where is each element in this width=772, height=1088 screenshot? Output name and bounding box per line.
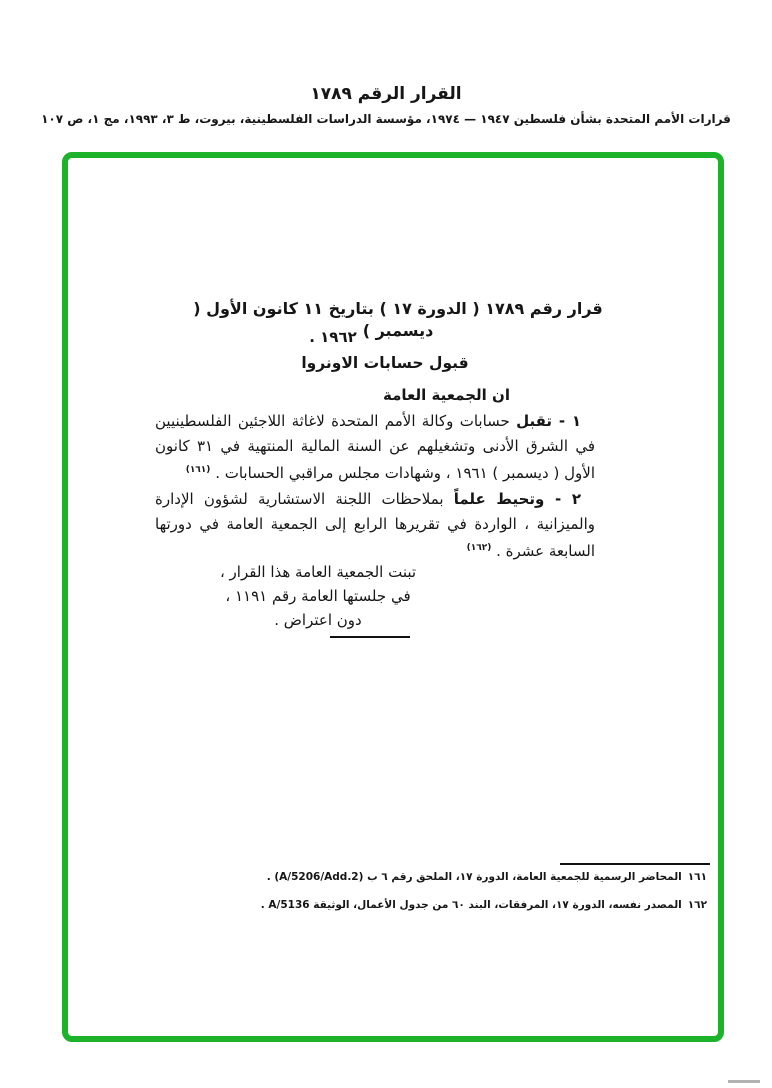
footnote-161 [147, 870, 707, 885]
separator-line [330, 636, 410, 638]
scan-artifact [728, 1080, 760, 1083]
page-title: القرار الرقم ١٧٨٩ [310, 84, 462, 104]
adoption-note-line2: في جلستها العامة رقم ١١٩١ ، [225, 587, 411, 605]
adoption-note [188, 560, 448, 632]
paragraph-1-number-and-verb: ١ - تقبل [516, 412, 581, 430]
resolution-subject: قبول حسابات الاونروا [301, 354, 469, 372]
footnote-161-text: المحاضر الرسمية للجمعية العامة، الدورة ١٧، الملحق رقم ٦ ب (A/5206/Add.2) . [266, 871, 682, 883]
footnote-rule [560, 863, 710, 865]
paragraph-2-text: بملاحظات اللجنة الاستشارية لشؤون الإدارة والميزانية ، الواردة في تقريرها الرابع إلى الجمعية العامة في دورتها السابعة عشرة . [155, 490, 595, 560]
footnote-ref-161: (١٦١) [185, 465, 211, 475]
paragraph-2 [155, 487, 595, 564]
footnote-ref-162: (١٦٢) [466, 543, 492, 553]
adoption-note-line1: تبنت الجمعية العامة هذا القرار ، [219, 563, 417, 581]
resolution-heading-line1: قرار رقم ١٧٨٩ ( الدورة ١٧ ) بتاريخ ١١ كانون الأول ( ديسمبر ) [193, 299, 603, 340]
paragraph-1-text: حسابات وكالة الأمم المتحدة لاغاثة اللاجئين الفلسطينيين في الشرق الأدنى وتشغيلهم عن السنة المالية المنتهية في ٣١ كانون الأول ( ديسمبر ) ١٩٦١ ، وشهادات مجلس مراقبي الحسابات . [155, 412, 596, 482]
adoption-note-line3: دون اعتراض . [274, 611, 362, 629]
opening-phrase: ان الجمعية العامة [383, 386, 510, 404]
footnote-162-number: ١٦٢ [687, 899, 707, 911]
footnote-162 [147, 898, 707, 913]
paragraph-1 [155, 409, 595, 486]
paragraph-2-number-and-verb: ٢ - وتحيط علماً [453, 490, 581, 508]
footnote-162-text: المصدر نفسه، الدورة ١٧، المرفقات، البند ٦٠ من جدول الأعمال، الوثيقة A/5136 . [260, 899, 682, 911]
highlight-frame [62, 152, 724, 1042]
footnote-161-number: ١٦١ [687, 871, 707, 883]
resolution-heading-line2: ١٩٦٢ . [309, 328, 357, 346]
source-citation: قرارات الأمم المتحدة بشأن فلسطين ١٩٤٧ — ١٩٧٤، مؤسسة الدراسات الفلسطينية، بيروت، ط ٣، ١٩٩٣، مج ١، ص ١٠٧ [41, 112, 731, 126]
